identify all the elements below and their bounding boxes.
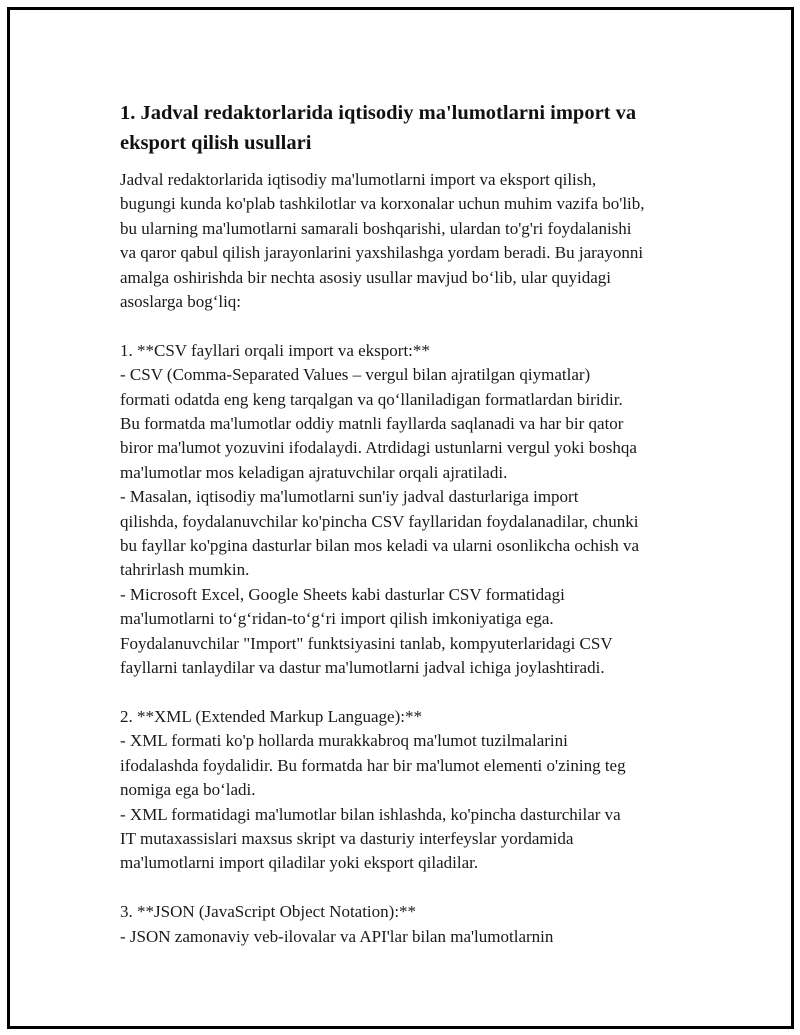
page-frame: [7, 7, 794, 1029]
xml-section-paragraph: 2. **XML (Extended Markup Language):** - XML formati ko'p hollarda murakkabroq ma'lumot tuzilmalarini ifodalashda foydalidir. Bu formatda har bir ma'lumot elementi o'zining teg nomiga ega bo‘ladi. - XML formatidagi ma'lumotlar bilan ishlashda, ko'pincha dasturchilar va IT mutaxassislari maxsus skript va dasturiy interfeyslar yordamida ma'lumotlarni import qiladilar yoki eksport qiladilar.: [120, 706, 626, 873]
document-body: [120, 98, 700, 949]
intro-paragraph: Jadval redaktorlarida iqtisodiy ma'lumotlarni import va eksport qilish, bugungi kunda ko'plab tashkilotlar va korxonalar uchun muhim vazifa bo'lib, bu ularning ma'lumotlarni samarali boshqarishi, ulardan to'g'ri foydalanishi va qaror qabul qilish jarayonlarini yaxshilashga yordam beradi. Bu jarayonni amalga oshirishda bir nechta asosiy usullar mavjud bo‘lib, ular quyidagi asoslarga bog‘liq:: [120, 170, 645, 312]
csv-section-paragraph: 1. **CSV fayllari orqali import va eksport:** - CSV (Comma-Separated Values – vergul bilan ajratilgan qiymatlar) formati odatda eng keng tarqalgan va qo‘llaniladigan formatlardan biridir. Bu formatda ma'lumotlar oddiy matnli fayllarda saqlanadi va har bir qator biror ma'lumot yozuvini ifodalaydi. Atrdidagi ustunlarni vergul yoki boshqa ma'lumotlar mos keladigan ajratuvchilar orqali ajratiladi. - Masalan, iqtisodiy ma'lumotlarni sun'iy jadval dasturlariga import qilishda, foydalanuvchilar ko'pincha CSV fayllaridan foydalanadilar, chunki bu fayllar ko'pgina dasturlar bilan mos keladi va ularni osonlikcha ochish va tahrirlash mumkin. - Microsoft Excel, Google Sheets kabi dasturlar CSV formatidagi ma'lumotlarni to‘g‘ridan-to‘g‘ri import qilish imkoniyatiga ega. Foydalanuvchilar "Import" funktsiyasini tanlab, kompyuterlaridagi CSV fayllarni tanlaydilar va dastur ma'lumotlarni jadval ichiga joylashtiradi.: [120, 340, 640, 678]
section-heading: 1. Jadval redaktorlarida iqtisodiy ma'lumotlarni import va eksport qilish usullari: [120, 102, 637, 154]
json-section-paragraph: 3. **JSON (JavaScript Object Notation):** - JSON zamonaviy veb-ilovalar va API'lar bilan ma'lumotlarnin: [120, 902, 554, 946]
